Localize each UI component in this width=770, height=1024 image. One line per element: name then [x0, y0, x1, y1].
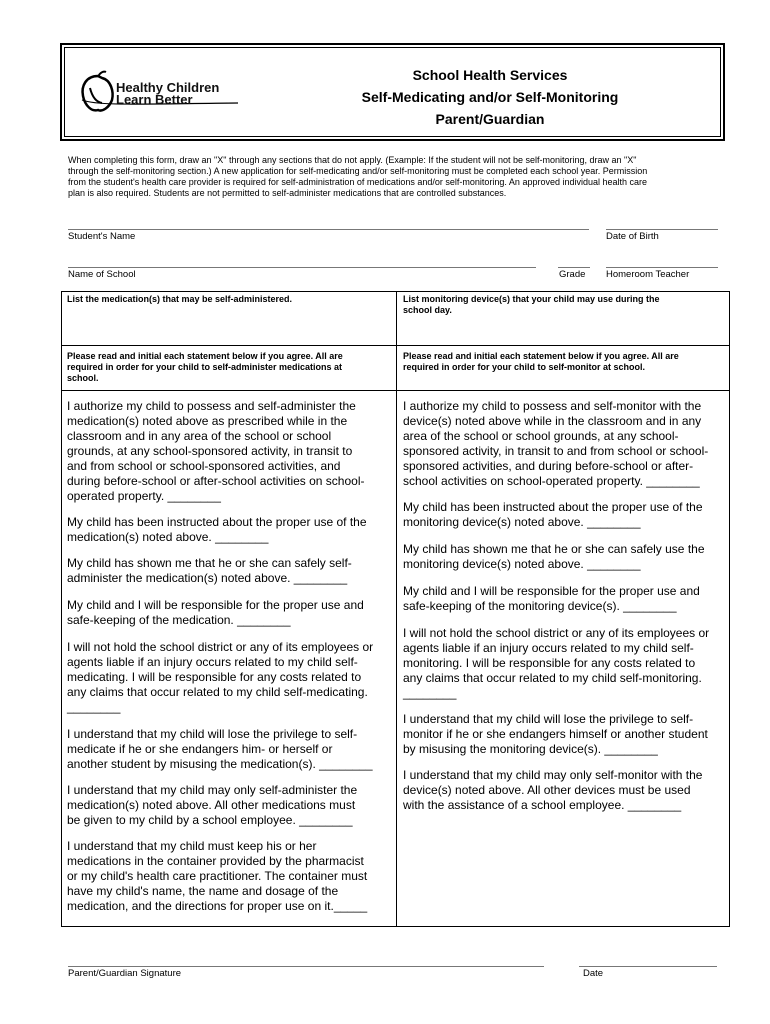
medication-list-heading[interactable] [67, 294, 392, 305]
statement-line: I understand that my child may only self-administer the [67, 783, 358, 797]
statement-line: medication(s) noted above as prescribed while in the [67, 414, 348, 428]
form-title: School Health Services [412, 67, 568, 83]
statement-line[interactable]: medication(s) noted above. ________ [67, 530, 269, 544]
statement-line: My child has shown me that he or she can safely use the [403, 542, 705, 556]
medication-statement-4 [67, 598, 393, 628]
statement-line: I understand that my child will lose the privilege to self- [403, 712, 694, 726]
date-of-birth-label: Date of Birth [606, 231, 659, 242]
statement-line: or my child's health care practitioner. The container must [67, 869, 368, 883]
medication-statement-3 [67, 556, 393, 586]
statement-line[interactable]: with the assistance of a school employee. ________ [403, 798, 682, 812]
monitoring-statement-4 [403, 584, 728, 614]
medication-statement-2 [67, 515, 393, 545]
table-column-divider [396, 291, 397, 927]
homeroom-teacher-line[interactable] [606, 267, 718, 268]
statement-line: My child and I will be responsible for the proper use and [67, 598, 364, 612]
statement-line[interactable]: medication, and the directions for proper use on it._____ [67, 899, 368, 913]
statement-line: My child has shown me that he or she can safely self- [67, 556, 352, 570]
grade-line[interactable] [558, 267, 590, 268]
heading-line: List the medication(s) that may be self-administered. [67, 294, 293, 304]
statement-line: classroom and in any area of the school or school [67, 429, 332, 443]
statement-line: have my child's name, the name and dosage of the [67, 884, 339, 898]
table-row-divider [61, 390, 730, 391]
monitoring-statement-2 [403, 500, 728, 530]
statement-line[interactable]: ________ [403, 686, 457, 700]
student-name-line[interactable] [68, 229, 589, 230]
statement-line: I will not hold the school district or any of its employees or [403, 626, 710, 640]
statement-line: sponsored activities, and during before-school or after- [403, 459, 694, 473]
logo-line-2: Learn Better [116, 92, 193, 107]
statement-line[interactable]: another student by misusing the medication(s). ________ [67, 757, 373, 771]
signature-line[interactable] [68, 966, 544, 967]
statement-line: and from school or school-sponsored activities, and [67, 459, 341, 473]
statement-line[interactable]: monitoring device(s) noted above. ________ [403, 557, 641, 571]
statement-line[interactable]: monitoring device(s) noted above. ________ [403, 515, 641, 529]
medication-instructions [67, 351, 392, 384]
grade-label: Grade [559, 269, 586, 280]
statement-line: sponsored activity, in transit to and from school or school- [403, 444, 709, 458]
statement-line[interactable]: safe-keeping of the medication. ________ [67, 613, 291, 627]
instr-line: required in order for your child to self-monitor at school. [403, 362, 646, 372]
statement-line[interactable]: be given to my child by a school employee. ________ [67, 813, 353, 827]
statement-line: grounds, at any school-sponsored activity, in transit to [67, 444, 353, 458]
instr-line: required in order for your child to self-administer medications at [67, 362, 343, 372]
logo-text [116, 82, 219, 106]
intro-line: plan is also required. Students are not permitted to self-administer medications that are controlled substances. [68, 188, 507, 198]
homeroom-teacher-label: Homeroom Teacher [606, 269, 690, 280]
statement-line: My child and I will be responsible for the proper use and [403, 584, 700, 598]
instr-line: Please read and initial each statement below if you agree. All are [67, 351, 343, 361]
statement-line: I will not hold the school district or any of its employees or [67, 640, 374, 654]
medication-statement-5 [67, 640, 393, 715]
statement-line: during before-school or after-school activities on school- [67, 474, 365, 488]
signature-date-line[interactable] [579, 966, 717, 967]
statement-line: I understand that my child will lose the privilege to self- [67, 727, 358, 741]
statement-line: My child has been instructed about the proper use of the [403, 500, 703, 514]
statement-line: My child has been instructed about the proper use of the [67, 515, 367, 529]
monitoring-instructions [403, 351, 725, 373]
date-of-birth-line[interactable] [606, 229, 718, 230]
form-audience: Parent/Guardian [435, 111, 545, 127]
statement-line: medicating. I will be responsible for any costs related to [67, 670, 362, 684]
instr-line: Please read and initial each statement below if you agree. All are [403, 351, 679, 361]
statement-line[interactable]: by misusing the monitoring device(s). ________ [403, 742, 658, 756]
signature-label: Parent/Guardian Signature [68, 968, 182, 979]
statement-line: monitoring. I will be responsible for any costs related to [403, 656, 696, 670]
school-name-label: Name of School [68, 269, 136, 280]
statement-line: device(s) noted above while in the classroom and in any [403, 414, 702, 428]
statement-line: medicate if he or she endangers him- or herself or [67, 742, 333, 756]
form-subtitle: Self-Medicating and/or Self-Monitoring [361, 89, 619, 105]
heading-line: school day. [403, 305, 452, 315]
instr-line: school. [67, 373, 99, 383]
statement-line: I authorize my child to possess and self-administer the [67, 399, 356, 413]
monitoring-statement-6 [403, 712, 728, 757]
school-name-line[interactable] [68, 267, 536, 268]
medication-statement-6 [67, 727, 393, 772]
monitoring-statement-5 [403, 626, 728, 701]
statement-line[interactable]: administer the medication(s) noted above. ________ [67, 571, 348, 585]
statement-line: I understand that my child must keep his or her [67, 839, 317, 853]
statement-line: any claims that occur related to my child self-monitoring. [403, 671, 702, 685]
student-name-label: Student's Name [68, 231, 136, 242]
statement-line: any claims that occur related to my child self-medicating. [67, 685, 368, 699]
statement-line: I authorize my child to possess and self-monitor with the [403, 399, 702, 413]
statement-line: monitor if he or she endangers himself or another student [403, 727, 708, 741]
statement-line: device(s) noted above. All other devices must be used [403, 783, 691, 797]
statement-line[interactable]: safe-keeping of the monitoring device(s). ________ [403, 599, 677, 613]
medication-statement-1 [67, 399, 393, 504]
monitoring-statement-3 [403, 542, 728, 572]
medication-statement-8 [67, 839, 393, 914]
statement-line: medication(s) noted above. All other medications must [67, 798, 356, 812]
statement-line[interactable]: school activities on school-operated property. ________ [403, 474, 700, 488]
statement-line: I understand that my child may only self-monitor with the [403, 768, 703, 782]
signature-date-label: Date [583, 968, 604, 979]
table-row-divider [61, 345, 730, 346]
statement-line: agents liable if an injury occurs related to my child self- [67, 655, 358, 669]
intro-line: from the student's health care provider is required for self-administration of medications and/or self-monitoring. An approved individual health care [68, 177, 648, 187]
monitoring-statement-1 [403, 399, 728, 489]
intro-line: through the self-monitoring section.) A new application for self-medicating and/or self-monitoring must be completed each school year. Permission [68, 166, 648, 176]
monitoring-statement-7 [403, 768, 728, 813]
heading-line: List monitoring device(s) that your child may use during the [403, 294, 660, 304]
device-list-heading[interactable] [403, 294, 725, 316]
logo-line-1: Healthy Children [116, 80, 220, 95]
intro-line: When completing this form, draw an "X" through any sections that do not apply. (Example: If the student will not be self-monitoring, draw an "X" [68, 155, 637, 165]
instructions-paragraph [68, 155, 728, 199]
statement-line: area of the school or school grounds, at any school- [403, 429, 679, 443]
statement-line: medications in the container provided by the pharmacist [67, 854, 364, 868]
statement-line: agents liable if an injury occurs related to my child self- [403, 641, 694, 655]
statement-line[interactable]: ________ [67, 700, 121, 714]
statement-line[interactable]: operated property. ________ [67, 489, 221, 503]
medication-statement-7 [67, 783, 393, 828]
